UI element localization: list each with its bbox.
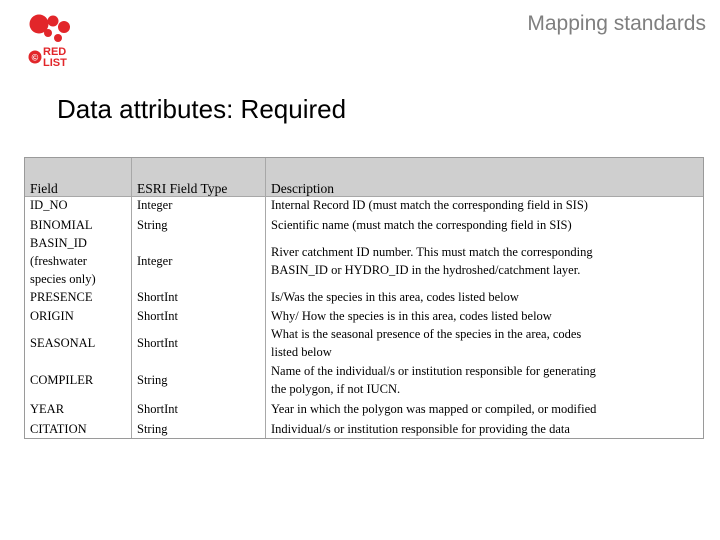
cell-description: Why/ How the species is in this area, codes listed below: [271, 309, 552, 323]
cell-field: ID_NO: [30, 198, 68, 212]
header-type: ESRI Field Type: [137, 181, 228, 196]
cell-field: species only): [30, 272, 96, 286]
logo-mark: ©: [31, 52, 39, 63]
cell-field: CITATION: [30, 422, 87, 436]
cell-type: String: [137, 422, 168, 436]
cell-description: Year in which the polygon was mapped or compiled, or modified: [271, 402, 597, 416]
header-description: Description: [271, 181, 334, 196]
cell-description: Internal Record ID (must match the corresponding field in SIS): [271, 198, 588, 212]
cell-field: BASIN_ID: [30, 236, 87, 250]
red-list-logo: [24, 14, 76, 74]
page-title: Data attributes: Required: [57, 94, 347, 124]
cell-field: ORIGIN: [30, 309, 74, 323]
cell-type: Integer: [137, 254, 173, 268]
cell-field: YEAR: [30, 402, 65, 416]
cell-description: Scientific name (must match the corresponding field in SIS): [271, 218, 572, 232]
column-divider: [265, 158, 266, 438]
cell-field: COMPILER: [30, 373, 94, 387]
cell-description: listed below: [271, 345, 332, 359]
header-field: Field: [30, 181, 58, 196]
cell-description: What is the seasonal presence of the species in the area, codes: [271, 327, 582, 341]
cell-description: Name of the individual/s or institution responsible for generating: [271, 364, 596, 378]
cell-type: Integer: [137, 198, 173, 212]
logo-text-red: RED: [43, 46, 67, 58]
cell-type: ShortInt: [137, 402, 178, 416]
cell-field: BINOMIAL: [30, 218, 93, 232]
cell-description: River catchment ID number. This must match the corresponding: [271, 245, 593, 259]
cell-field: PRESENCE: [30, 290, 93, 304]
cell-description: BASIN_ID or HYDRO_ID in the hydroshed/catchment layer.: [271, 263, 581, 277]
cell-type: ShortInt: [137, 309, 178, 323]
logo-text-list: LIST: [43, 57, 67, 69]
header-title: Mapping standards: [527, 12, 706, 35]
cell-field: SEASONAL: [30, 336, 96, 350]
column-divider: [131, 158, 132, 438]
cell-type: ShortInt: [137, 290, 178, 304]
cell-type: String: [137, 218, 168, 232]
cell-field: (freshwater: [30, 254, 87, 268]
cell-type: String: [137, 373, 168, 387]
cell-description: Individual/s or institution responsible for providing the data: [271, 422, 570, 436]
attributes-table: [24, 157, 704, 439]
cell-description: the polygon, if not IUCN.: [271, 382, 401, 396]
cell-description: Is/Was the species in this area, codes listed below: [271, 290, 519, 304]
table-header-band: [25, 158, 703, 196]
cell-type: ShortInt: [137, 336, 178, 350]
